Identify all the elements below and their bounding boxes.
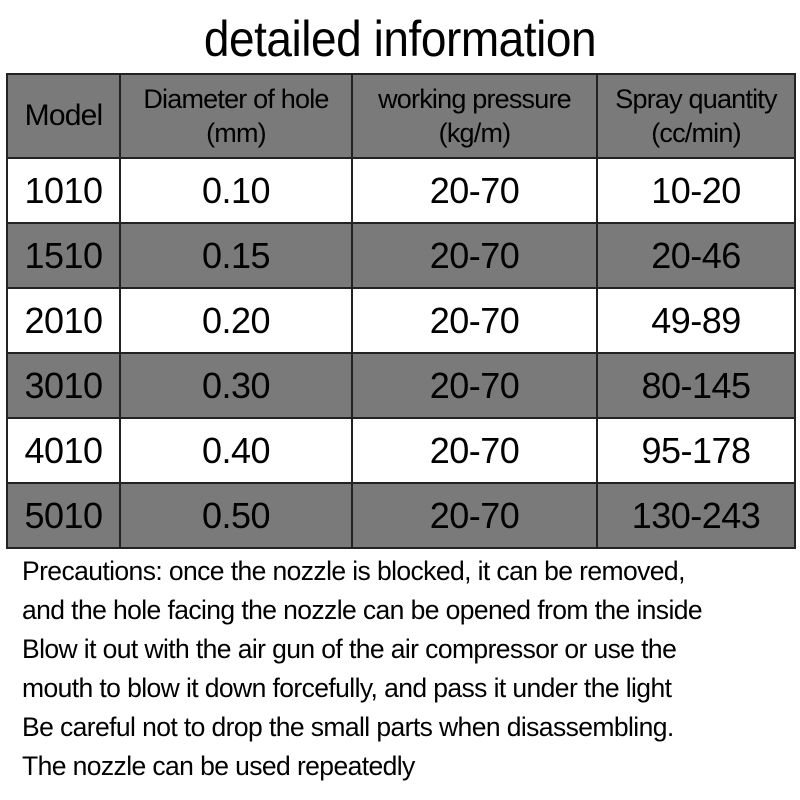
cell-spray: 95-178: [597, 418, 795, 483]
header-pressure: [352, 74, 597, 158]
table-row: [7, 353, 795, 418]
cell-diameter: 0.20: [120, 288, 352, 353]
table-row: [7, 483, 795, 548]
cell-model: 3010: [7, 353, 120, 418]
cell-spray: 10-20: [597, 158, 795, 223]
header-diameter-label: Diameter of hole: [143, 84, 329, 114]
table-row: [7, 158, 795, 223]
cell-model: 5010: [7, 483, 120, 548]
header-diameter: [120, 74, 352, 158]
cell-spray: 20-46: [597, 223, 795, 288]
header-spray-label: Spray quantity: [615, 84, 777, 114]
spec-table: [6, 73, 796, 549]
header-spray: [597, 74, 795, 158]
cell-pressure: 20-70: [352, 288, 597, 353]
precautions-text: [22, 552, 792, 786]
header-model-label: Model: [24, 99, 103, 132]
precaution-line: mouth to blow it down forcefully, and pass it under the light: [22, 673, 672, 703]
cell-pressure: 20-70: [352, 158, 597, 223]
header-model: [7, 74, 120, 158]
precaution-line: and the hole facing the nozzle can be opened from the inside: [22, 595, 703, 625]
precaution-line: Precautions: once the nozzle is blocked, it can be removed,: [22, 556, 685, 586]
cell-spray: 130-243: [597, 483, 795, 548]
precaution-line: The nozzle can be used repeatedly: [22, 751, 415, 781]
cell-pressure: 20-70: [352, 483, 597, 548]
cell-diameter: 0.50: [120, 483, 352, 548]
cell-diameter: 0.10: [120, 158, 352, 223]
cell-model: 4010: [7, 418, 120, 483]
header-diameter-unit: (mm): [206, 118, 266, 148]
header-pressure-label: working pressure: [378, 84, 571, 114]
cell-model: 1010: [7, 158, 120, 223]
cell-diameter: 0.15: [120, 223, 352, 288]
cell-model: 2010: [7, 288, 120, 353]
table-header-row: [7, 74, 795, 158]
cell-pressure: 20-70: [352, 353, 597, 418]
cell-diameter: 0.30: [120, 353, 352, 418]
cell-spray: 80-145: [597, 353, 795, 418]
cell-diameter: 0.40: [120, 418, 352, 483]
precaution-line: Blow it out with the air gun of the air compressor or use the: [22, 634, 677, 664]
precaution-line: Be careful not to drop the small parts when disassembling.: [22, 712, 674, 742]
cell-spray: 49-89: [597, 288, 795, 353]
header-spray-unit: (cc/min): [651, 118, 741, 148]
cell-model: 1510: [7, 223, 120, 288]
page-title: detailed information: [203, 11, 597, 67]
header-pressure-unit: (kg/m): [438, 118, 511, 148]
cell-pressure: 20-70: [352, 223, 597, 288]
cell-pressure: 20-70: [352, 418, 597, 483]
table-row: [7, 223, 795, 288]
table-row: [7, 288, 795, 353]
table-row: [7, 418, 795, 483]
